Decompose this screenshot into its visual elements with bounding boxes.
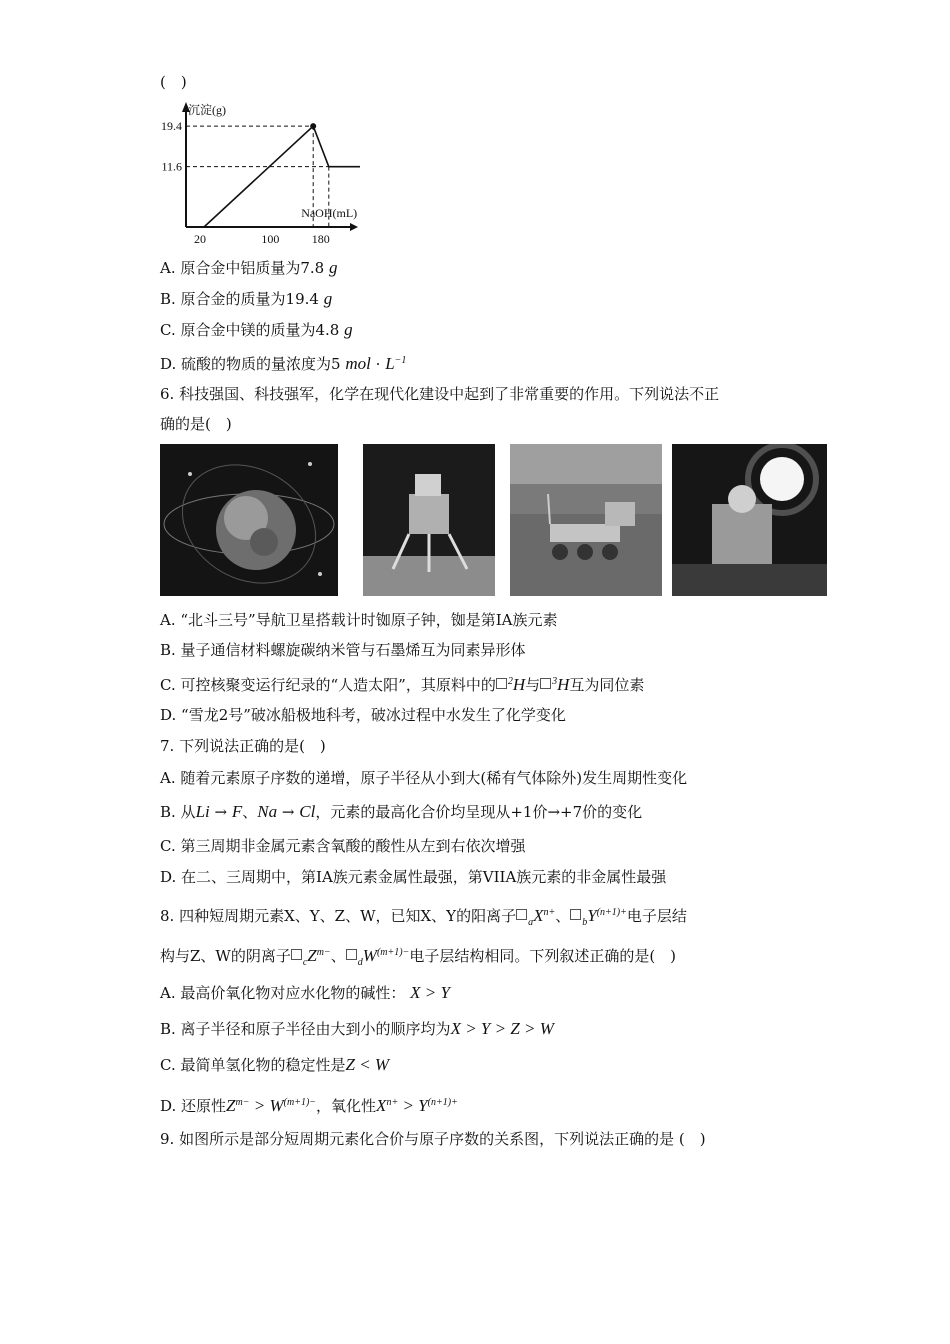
q8-option-b[interactable]: B. 离子半径和原子半径由大到小的顺序均为X > Y > Z > W (160, 1019, 554, 1038)
photo-mars-rover (510, 444, 662, 596)
q7-option-d[interactable]: D. 在二、三周期中，第IA族元素金属性最强，第VIIA族元素的非金属性最强 (160, 868, 667, 886)
q5-option-b[interactable]: B. 原合金的质量为19.4 g (160, 289, 333, 308)
photo-astronaut-sun (672, 444, 827, 596)
q9-stem: 9. 如图所示是部分短周期元素化合价与原子序数的关系图，下列说法正确的是 ( ) (160, 1130, 706, 1148)
q6-stem-line2: 确的是( ) (160, 415, 232, 433)
placeholder-box-icon (496, 678, 507, 689)
photo-lunar-lander (363, 444, 495, 596)
q7-stem: 7. 下列说法正确的是( ) (160, 737, 326, 755)
q6-option-c[interactable]: C. 可控核聚变运行纪录的“人造太阳”，其原料中的 $^2$H与 $^3$H互为同位素 (160, 675, 645, 694)
q6-option-a[interactable]: A. “北斗三号”导航卫星搭载计时铷原子钟，铷是第IA族元素 (160, 611, 558, 629)
q5-option-d[interactable]: D. 硫酸的物质的量浓度为5 mol · $L^{-1}$ (160, 354, 407, 373)
q8-stem-line2: 构与Z、W的阴离子 $_cZ^{m-}$、 $_dW^{(m+1)-}$电子层结构相同。下列叙述正确的是( ) (160, 946, 677, 968)
chart-labels (161, 102, 357, 246)
x-tick-100: 100 (261, 232, 280, 246)
q8-option-a[interactable]: A. 最高价氧化物对应水化物的碱性： X > Y (160, 983, 450, 1002)
previous-question-paren: ( ) (160, 73, 187, 91)
q7-option-c[interactable]: C. 第三周期非金属元素含氧酸的酸性从左到右依次增强 (160, 837, 526, 855)
placeholder-box-icon (570, 909, 581, 920)
y-tick-194: 19.4 (161, 119, 182, 134)
q6-option-b[interactable]: B. 量子通信材料螺旋碳纳米管与石墨烯互为同素异形体 (160, 641, 526, 659)
y-axis-label: 沉淀(g) (188, 103, 226, 117)
placeholder-box-icon (540, 678, 551, 689)
precipitate-chart (150, 96, 370, 246)
placeholder-box-icon (291, 949, 302, 960)
q8-option-c[interactable]: C. 最简单氢化物的稳定性是Z < W (160, 1055, 390, 1074)
q6-option-d[interactable]: D. “雪龙2号”破冰船极地科考，破冰过程中水发生了化学变化 (160, 706, 566, 724)
placeholder-box-icon (346, 949, 357, 960)
q6-stem-line1: 6. 科技强国、科技强军，化学在现代化建设中起到了非常重要的作用。下列说法不正 (160, 385, 720, 403)
x-axis-label: NaOH(mL) (301, 206, 358, 220)
q8-stem-line1: 8. 四种短周期元素X、Y、Z、W，已知X、Y的阳离子 $_aX^{n+}$、 $_bY^{(n+1)+}$电子层结 (160, 906, 687, 928)
q8-option-d[interactable]: D. 还原性$Z^{m-} > W^{(m+1)-}$，氧化性$X^{n+} > Y^{(n+1)+}$ (160, 1096, 458, 1115)
x-tick-180: 180 (311, 232, 330, 246)
photo-satellite-earth (160, 444, 338, 596)
y-tick-116: 11.6 (161, 159, 182, 174)
q7-option-a[interactable]: A. 随着元素原子序数的递增，原子半径从小到大(稀有气体除外)发生周期性变化 (160, 769, 688, 787)
x-axis-arrow (350, 223, 358, 231)
q7-option-b[interactable]: B. 从Li → F、Na → Cl，元素的最高化合价均呈现从+1价→+7价的变化 (160, 802, 643, 821)
x-tick-20: 20 (194, 232, 206, 246)
q5-option-c[interactable]: C. 原合金中镁的质量为4.8 g (160, 320, 353, 339)
q5-option-a[interactable]: A. 原合金中铝质量为7.8 g (160, 258, 338, 277)
placeholder-box-icon (516, 909, 527, 920)
